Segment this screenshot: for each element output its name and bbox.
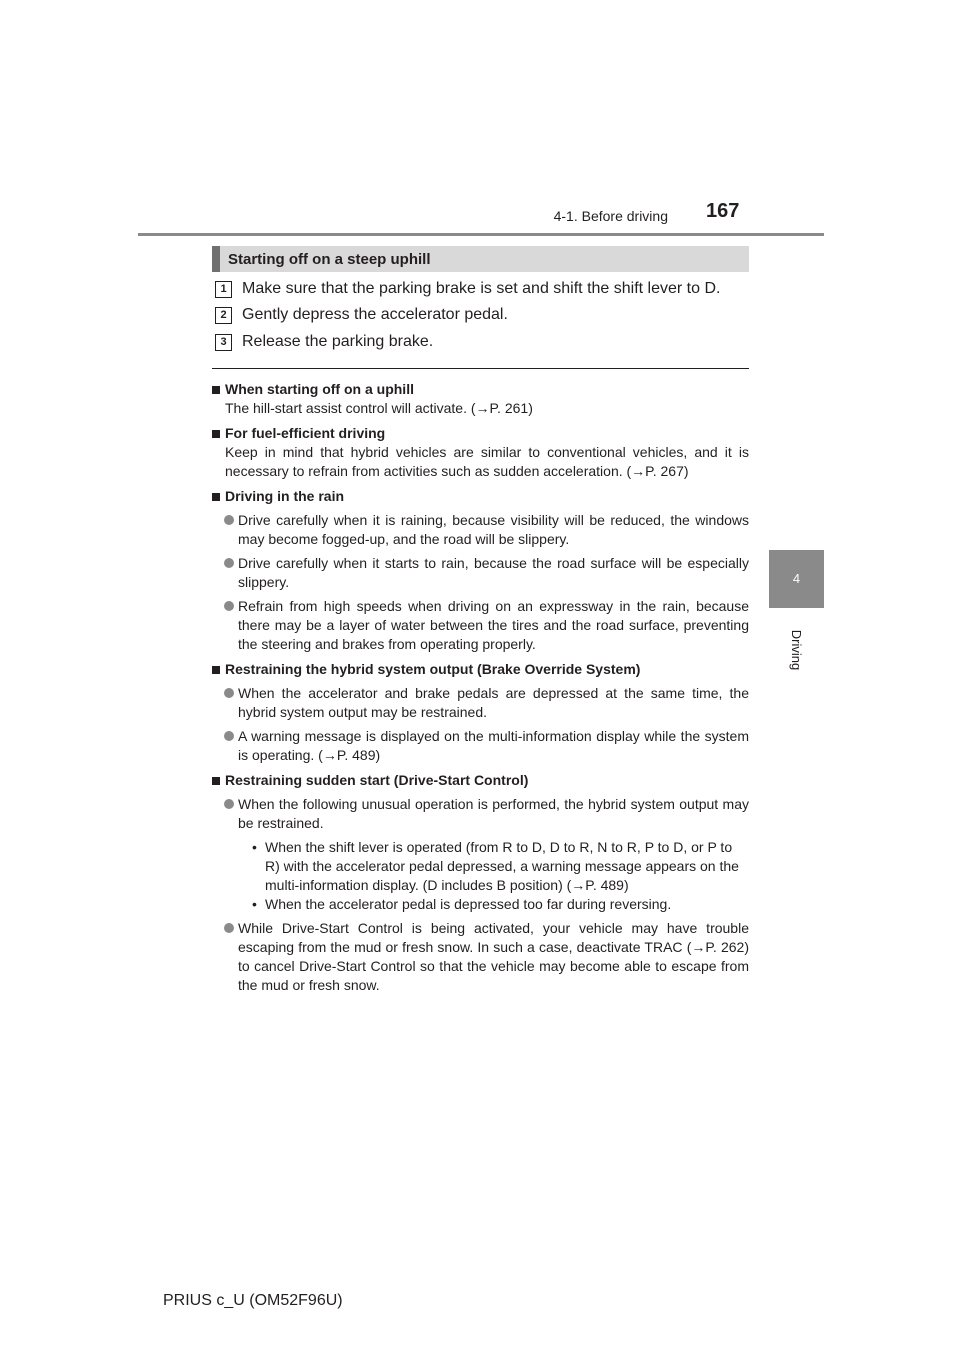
step-text: Release the parking brake. bbox=[242, 333, 434, 350]
notes-section bbox=[212, 374, 749, 995]
circle-bullet-icon bbox=[224, 558, 234, 568]
header-rule bbox=[138, 233, 824, 236]
note-bullet: While Drive-Start Control is being activated, your vehicle may have trouble escaping from the mud or fresh snow. In such a case, deactivate TRAC (→P. 262) to cancel Drive-Start Control so that the vehicle may become able to escape from the mud or fresh snow. bbox=[212, 919, 749, 995]
circle-bullet-icon bbox=[224, 923, 234, 933]
footer-model: PRIUS c_U (OM52F96U) bbox=[163, 1292, 343, 1309]
note-bullet: Drive carefully when it is raining, because visibility will be reduced, the windows may become fogged-up, and the road will be slippery. bbox=[212, 511, 749, 549]
note-heading: Driving in the rain bbox=[212, 487, 749, 506]
note-heading: When starting off on a uphill bbox=[212, 380, 749, 399]
step-number-box: 3 bbox=[215, 334, 232, 351]
square-bullet-icon bbox=[212, 777, 220, 785]
step-1 bbox=[215, 280, 720, 298]
step-3 bbox=[215, 333, 433, 351]
circle-bullet-icon bbox=[224, 601, 234, 611]
sub-bullet-mark: • bbox=[252, 896, 257, 912]
note-sub-bullet: • When the shift lever is operated (from R to D, D to R, N to R, P to D, or P to R) with the accelerator pedal depressed, a warning message appears on the multi-information display. (D includes B position) (→P. 489) bbox=[252, 839, 739, 893]
square-bullet-icon bbox=[212, 386, 220, 394]
header-section-title: 4-1. Before driving bbox=[553, 208, 668, 224]
step-number-box: 1 bbox=[215, 281, 232, 298]
step-text: Gently depress the accelerator pedal. bbox=[242, 306, 508, 323]
note-heading: Restraining sudden start (Drive-Start Control) bbox=[212, 771, 749, 790]
note-bullet: Refrain from high speeds when driving on an expressway in the rain, because there may be a layer of water between the tires and the road surface, preventing the steering and brakes from operating properly. bbox=[212, 597, 749, 654]
chapter-label: Driving bbox=[789, 629, 804, 671]
circle-bullet-icon bbox=[224, 515, 234, 525]
step-2 bbox=[215, 306, 508, 324]
note-bullet: When the following unusual operation is performed, the hybrid system output may be restrained. bbox=[212, 795, 749, 833]
chapter-tab: 4 bbox=[769, 550, 824, 608]
note-heading: Restraining the hybrid system output (Brake Override System) bbox=[212, 660, 749, 679]
note-bullet: Drive carefully when it starts to rain, because the road surface will be especially slippery. bbox=[212, 554, 749, 592]
square-bullet-icon bbox=[212, 493, 220, 501]
notes-divider bbox=[212, 368, 749, 369]
circle-bullet-icon bbox=[224, 688, 234, 698]
circle-bullet-icon bbox=[224, 799, 234, 809]
page-number: 167 bbox=[706, 200, 740, 222]
note-text: Keep in mind that hybrid vehicles are similar to conventional vehicles, and it is necessary to refrain from activities such as sudden acceleration. (→P. 267) bbox=[225, 444, 749, 479]
circle-bullet-icon bbox=[224, 731, 234, 741]
sub-bullet-mark: • bbox=[252, 839, 257, 855]
note-text: The hill-start assist control will activate. (→P. 261) bbox=[225, 400, 533, 416]
square-bullet-icon bbox=[212, 666, 220, 674]
step-text: Make sure that the parking brake is set and shift the shift lever to D. bbox=[242, 280, 721, 297]
note-bullet: A warning message is displayed on the multi-information display while the system is operating. (→P. 489) bbox=[212, 727, 749, 765]
section-title: Starting off on a steep uphill bbox=[228, 250, 431, 268]
note-sub-bullet: • When the accelerator pedal is depressed too far during reversing. bbox=[252, 896, 672, 912]
square-bullet-icon bbox=[212, 430, 220, 438]
note-heading: For fuel-efficient driving bbox=[212, 424, 749, 443]
section-title-bar bbox=[212, 246, 749, 272]
step-number-box: 2 bbox=[215, 307, 232, 324]
note-bullet: When the accelerator and brake pedals are depressed at the same time, the hybrid system output may be restrained. bbox=[212, 684, 749, 722]
